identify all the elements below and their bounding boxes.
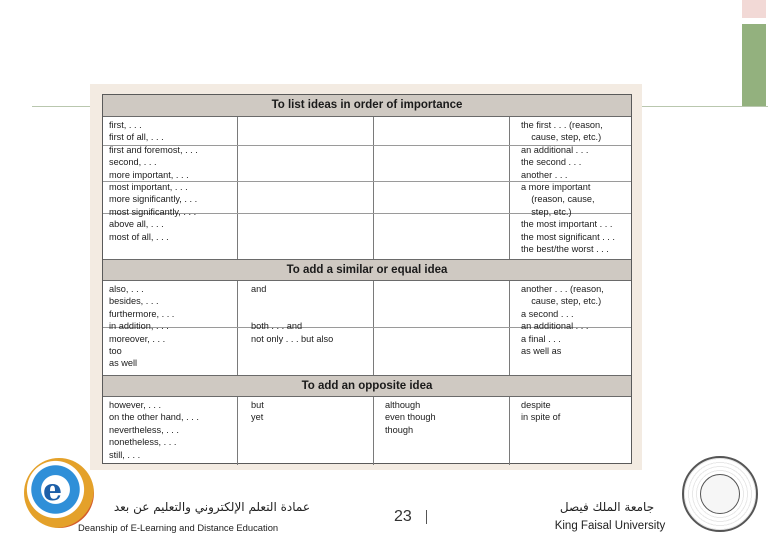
transition-words-table — [102, 94, 632, 464]
university-arabic-name: جامعة الملك فيصل — [559, 500, 655, 514]
deanship-english-name: Deanship of E-Learning and Distance Education — [78, 522, 279, 533]
page-number: 23 — [394, 508, 412, 525]
elearning-logo-letter-icon: e — [43, 473, 63, 508]
deanship-arabic-name: عمادة التعلم الإلكتروني والتعليم عن بعد — [113, 500, 310, 514]
page-number-separator — [426, 510, 427, 524]
column-divider — [509, 397, 510, 465]
column-divider — [373, 281, 374, 375]
cell-similar-phrases: another . . . (reason, cause, step, etc.) a second . . . an additional . . . a final . . . as well as — [521, 284, 604, 357]
cell-importance-adverbs: first, . . . first of all, . . . first and foremost, . . . second, . . . more important, . . . most important, . . . more significantly, . . . most significantly, . . . above all, . . . most of all, . . . — [109, 120, 198, 242]
column-divider — [237, 281, 238, 375]
cell-importance-phrases: the first . . . (reason, cause, step, etc.) an additional . . . the second . . . another . . . a more important (reason, cause, step, etc.) the most important . . . the most significant . . . the best/the worst . . . — [521, 120, 615, 255]
cell-opposite-prepositions: despite in spite of — [521, 400, 561, 423]
column-divider — [509, 281, 510, 375]
scanned-page — [90, 84, 642, 470]
university-english-name: King Faisal University — [554, 520, 666, 532]
cell-opposite-subordinators: although even though though — [385, 400, 436, 435]
column-divider — [373, 397, 374, 465]
section-header-importance: To list ideas in order of importance — [103, 95, 631, 117]
cell-opposite-conjunctions: but yet — [251, 400, 264, 423]
column-divider — [237, 397, 238, 465]
column-divider — [237, 117, 238, 259]
column-divider — [509, 117, 510, 259]
cell-similar-conjunctions: and both . . . and not only . . . but also — [251, 284, 334, 344]
cell-similar-adverbs: also, . . . besides, . . . furthermore, . . . in addition, . . . moreover, . . . too as well — [109, 284, 175, 369]
section-header-similar: To add a similar or equal idea — [103, 259, 631, 281]
section-header-opposite: To add an opposite idea — [103, 375, 631, 397]
column-divider — [373, 117, 374, 259]
university-seal-center-icon — [700, 474, 740, 514]
accent-bar-green — [742, 24, 766, 106]
cell-opposite-adverbs: however, . . . on the other hand, . . . nevertheless, . . . nonetheless, . . . still, . . . — [109, 400, 199, 460]
accent-bar-top — [742, 0, 766, 18]
